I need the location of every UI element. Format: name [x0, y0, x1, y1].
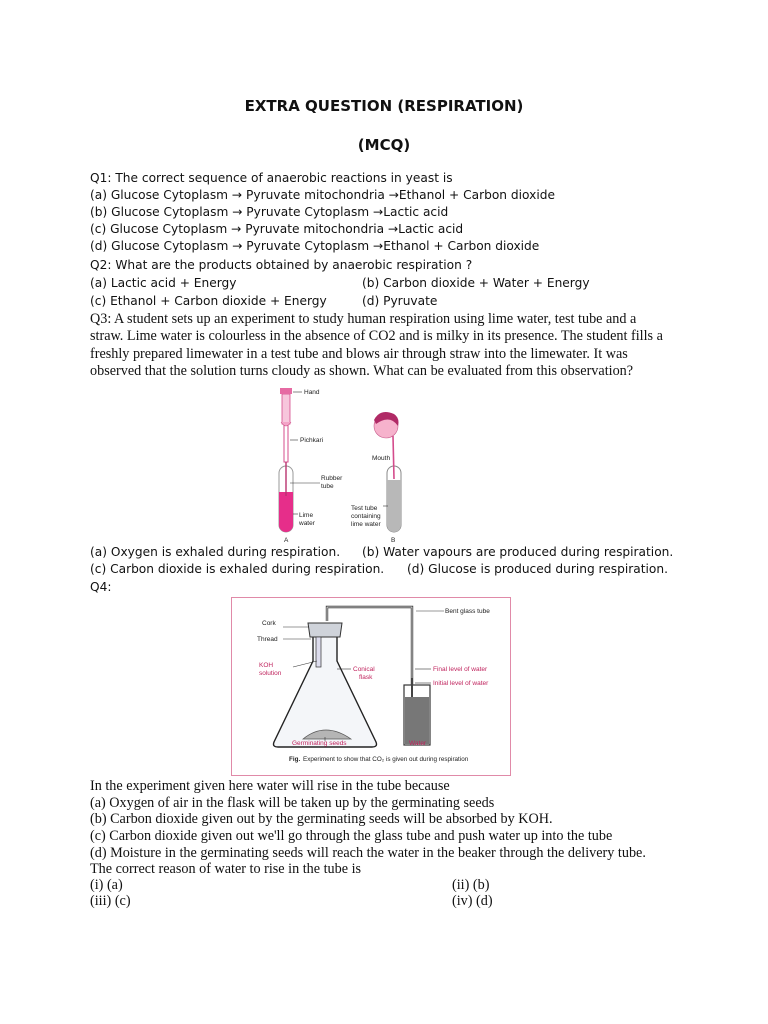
caption-fig: Fig. [289, 756, 301, 763]
q1-option-d: (d) Glucose Cytoplasm → Pyruvate Cytoplasm →Ethanol + Carbon dioxide [90, 239, 540, 253]
q2-option-c: (c) Ethanol + Carbon dioxide + Energy [90, 294, 327, 308]
q3-option-a: (a) Oxygen is exhaled during respiration. [90, 545, 341, 559]
q4-line-1: In the experiment given here water will rise in the tube because [90, 778, 450, 794]
q4-line-3: (b) Carbon dioxide given out by the germinating seeds will be absorbed by KOH. [90, 811, 553, 827]
label-lime: Lime [299, 512, 314, 519]
limewater-experiment-figure [262, 384, 432, 546]
label-a: A [284, 537, 289, 544]
q4-label: Q4: [90, 580, 112, 594]
label-rubber: Rubber [321, 475, 343, 482]
label-initial-level: Initial level of water [433, 680, 489, 687]
q4-option-ii: (ii) (b) [452, 877, 490, 893]
label-tube: tube [321, 483, 334, 490]
label-hand: Hand [304, 389, 320, 396]
label-mouth: Mouth [372, 455, 391, 462]
label-koh-solution: solution [259, 670, 282, 677]
page-title: EXTRA QUESTION (RESPIRATION) [244, 97, 524, 115]
label-b: B [391, 537, 396, 544]
q1-option-b: (b) Glucose Cytoplasm → Pyruvate Cytoplasm →Lactic acid [90, 205, 449, 219]
q3-line-4: observed that the solution turns cloudy as shown. What can be evaluated from this observation? [90, 363, 634, 379]
label-cork: Cork [262, 620, 276, 627]
q1-option-c: (c) Glucose Cytoplasm → Pyruvate mitochondria →Lactic acid [90, 222, 464, 236]
q3-option-d: (d) Glucose is produced during respiration. [407, 562, 668, 576]
label-final-level: Final level of water [433, 666, 488, 673]
label-bent-glass-tube: Bent glass tube [445, 608, 490, 615]
label-testtube-2: containing [351, 513, 381, 520]
q4-option-iv: (iv) (d) [452, 893, 493, 909]
q2-option-a: (a) Lactic acid + Energy [90, 276, 237, 290]
q4-line-2: (a) Oxygen of air in the flask will be taken up by the germinating seeds [90, 795, 495, 811]
q3-option-b: (b) Water vapours are produced during respiration. [362, 545, 674, 559]
label-conical: Conical [353, 666, 375, 673]
label-testtube-1: Test tube [351, 505, 378, 512]
label-water: Water [409, 740, 427, 747]
q3-line-3: freshly prepared limewater in a test tube and blows air through straw into the limewater. It was [90, 346, 628, 362]
label-pichkari: Pichkari [300, 437, 324, 444]
q4-option-i: (i) (a) [90, 877, 123, 893]
q4-line-6: The correct reason of water to rise in the tube is [90, 861, 362, 877]
q3-line-2: straw. Lime water is colourless in the absence of CO2 and is milky in its presence. The student fills a [90, 328, 663, 344]
q1-option-a: (a) Glucose Cytoplasm → Pyruvate mitochondria →Ethanol + Carbon dioxide [90, 188, 555, 202]
q4-option-iii: (iii) (c) [90, 893, 131, 909]
q2-option-b: (b) Carbon dioxide + Water + Energy [362, 276, 590, 290]
q2-option-d: (d) Pyruvate [362, 294, 438, 308]
q1-question: Q1: The correct sequence of anaerobic reactions in yeast is [90, 171, 453, 185]
label-testtube-3: lime water [351, 521, 381, 528]
germinating-seeds-experiment-figure [231, 597, 511, 776]
page-subtitle: (MCQ) [357, 136, 411, 154]
label-flask: flask [359, 674, 373, 681]
q3-line-1: Q3: A student sets up an experiment to study human respiration using lime water, test tube and a [90, 311, 637, 327]
q2-question: Q2: What are the products obtained by anaerobic respiration ? [90, 258, 473, 272]
q4-line-4: (c) Carbon dioxide given out we'll go through the glass tube and push water up into the tube [90, 828, 613, 844]
label-water: water [299, 520, 315, 527]
label-thread: Thread [257, 636, 278, 643]
q3-option-c: (c) Carbon dioxide is exhaled during respiration. [90, 562, 385, 576]
label-koh: KOH [259, 662, 274, 669]
label-germinating-seeds: Germinating seeds [292, 740, 347, 747]
q4-line-5: (d) Moisture in the germinating seeds will reach the water in the beaker through the delivery tube. [90, 845, 646, 861]
caption-text: Experiment to show that CO₂ is given out during respiration [303, 756, 469, 763]
